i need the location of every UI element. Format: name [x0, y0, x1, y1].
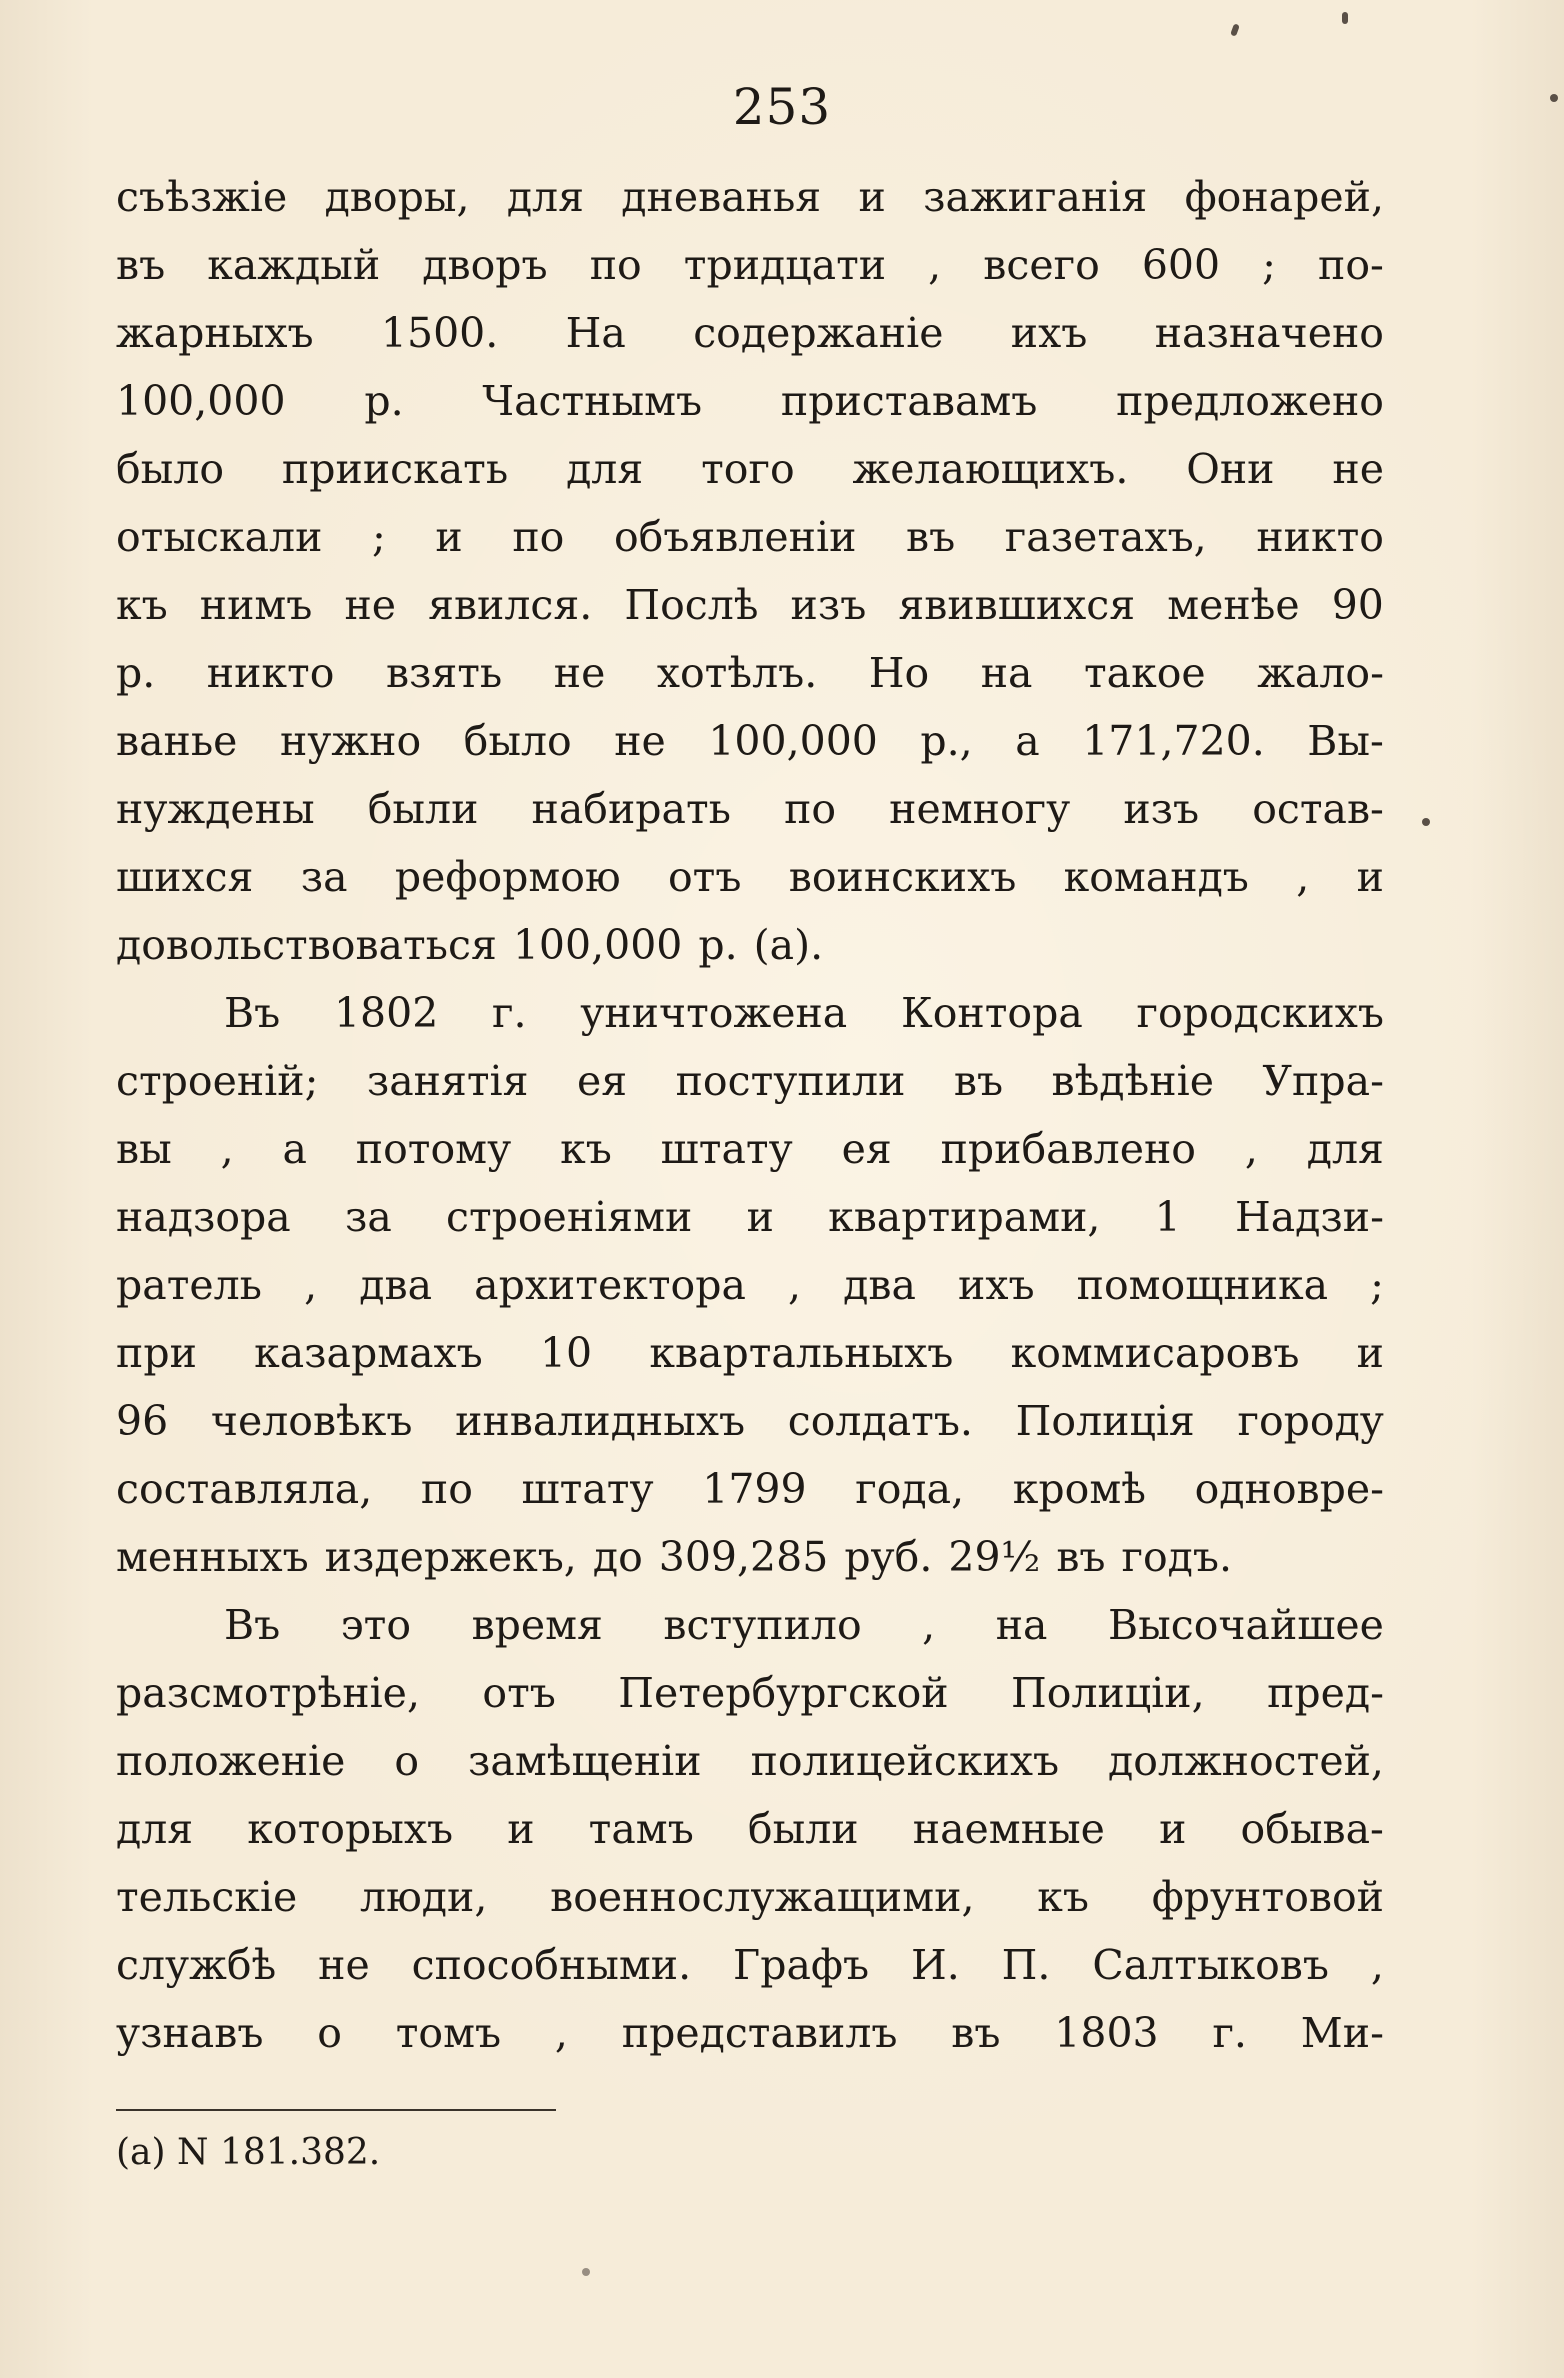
- word: зажиганія: [923, 173, 1148, 221]
- word: и: [1356, 853, 1384, 901]
- word: и: [435, 513, 463, 561]
- word: два: [843, 1261, 916, 1309]
- word: Въ: [224, 989, 281, 1037]
- word: при: [116, 1329, 197, 1377]
- print-speck: [1342, 12, 1348, 24]
- word: 1799: [702, 1465, 807, 1513]
- word: строеніями: [445, 1193, 693, 1241]
- word: поступили: [675, 1057, 906, 1105]
- word: Частнымъ: [482, 377, 703, 425]
- word: занятія: [366, 1057, 529, 1105]
- word: предложено: [1116, 377, 1384, 425]
- word: службѣ: [116, 1941, 277, 1989]
- word: ея: [841, 1125, 892, 1173]
- word: замѣщеніи: [468, 1737, 702, 1785]
- word: городскихъ: [1136, 989, 1384, 1037]
- word: отъ: [482, 1669, 556, 1717]
- word: по: [420, 1465, 473, 1513]
- word: 96: [116, 1397, 169, 1445]
- word: вы: [116, 1125, 172, 1173]
- text-line: [116, 503, 1384, 571]
- text-line: [116, 1931, 1384, 1999]
- word: На: [565, 309, 626, 357]
- word: за: [344, 1193, 392, 1241]
- text-line: [116, 1387, 1384, 1455]
- word: Послѣ: [624, 581, 759, 629]
- word: по-: [1318, 241, 1384, 289]
- word: немногу: [889, 785, 1071, 833]
- word: инвалидныхъ: [455, 1397, 746, 1445]
- word: остав-: [1252, 785, 1384, 833]
- word: каждый: [207, 241, 381, 289]
- word: отыскали: [116, 513, 323, 561]
- word: и: [1159, 1805, 1187, 1853]
- word: р.,: [920, 717, 973, 765]
- text-line: [116, 1795, 1384, 1863]
- word: всего: [983, 241, 1100, 289]
- word: ея: [577, 1057, 628, 1105]
- footnote-rule: [116, 2109, 556, 2111]
- word: нуждены: [116, 785, 315, 833]
- word: П.: [1001, 1941, 1051, 1989]
- word: ,: [922, 1601, 936, 1649]
- word: по: [589, 241, 642, 289]
- text-line: [116, 1659, 1384, 1727]
- text-line: [116, 1115, 1384, 1183]
- word: ихъ: [1010, 309, 1088, 357]
- word: до: [592, 1533, 643, 1581]
- word: 1803: [1054, 2009, 1159, 2057]
- text-line: [116, 231, 1384, 299]
- word: не: [344, 581, 397, 629]
- word: на: [995, 1601, 1048, 1649]
- word: г.: [492, 989, 527, 1037]
- word: воинскихъ: [788, 853, 1017, 901]
- text-line: [116, 1591, 1384, 1659]
- text-line: [116, 163, 1384, 231]
- word: городу: [1237, 1397, 1384, 1445]
- word: р.: [698, 921, 738, 969]
- word: назначено: [1154, 309, 1384, 357]
- word: ,: [1370, 1941, 1384, 1989]
- word: 10: [539, 1329, 593, 1377]
- word: приискать: [281, 445, 509, 493]
- word: р.: [116, 649, 156, 697]
- word: менныхъ: [116, 1533, 309, 1581]
- text-line: [116, 367, 1384, 435]
- word: р.: [364, 377, 404, 425]
- word: ;: [372, 513, 386, 561]
- word: для: [506, 173, 584, 221]
- word: казармахъ: [254, 1329, 483, 1377]
- word: и: [858, 173, 886, 221]
- word: коммисаровъ: [1010, 1329, 1300, 1377]
- text-line: [116, 1183, 1384, 1251]
- text-line: [116, 775, 1384, 843]
- word: дневанья: [621, 173, 822, 221]
- word: изъ: [1123, 785, 1200, 833]
- word: жало-: [1257, 649, 1384, 697]
- word: полицейскихъ: [750, 1737, 1060, 1785]
- word: ,: [928, 241, 942, 289]
- page-number: 253: [732, 78, 832, 136]
- body-text: [116, 163, 1384, 2067]
- word: ;: [1262, 241, 1276, 289]
- word: въ: [906, 513, 956, 561]
- print-speck: [1422, 818, 1430, 826]
- word: желающихъ.: [852, 445, 1129, 493]
- word: 1500.: [380, 309, 499, 357]
- word: фрунтовой: [1151, 1873, 1384, 1921]
- print-speck: [1230, 23, 1240, 36]
- word: Контора: [900, 989, 1083, 1037]
- word: солдатъ.: [787, 1397, 973, 1445]
- word: и: [1356, 1329, 1384, 1377]
- word: года,: [855, 1465, 965, 1513]
- text-line: [116, 435, 1384, 503]
- word: вступило: [663, 1601, 862, 1649]
- word: отъ: [667, 853, 742, 901]
- word: И.: [910, 1941, 960, 1989]
- text-line: [116, 979, 1384, 1047]
- word: не: [614, 717, 666, 765]
- word: положеніе: [116, 1737, 346, 1785]
- word: по: [784, 785, 837, 833]
- word: въ: [1056, 1533, 1106, 1581]
- word: Но: [868, 649, 930, 697]
- word: 29½: [948, 1533, 1041, 1581]
- word: люди,: [360, 1873, 488, 1921]
- word: фонарей,: [1184, 173, 1384, 221]
- word: составляла,: [116, 1465, 373, 1513]
- word: дворы,: [324, 173, 470, 221]
- word: о: [394, 1737, 420, 1785]
- word: никто: [206, 649, 335, 697]
- text-line: [116, 639, 1384, 707]
- word: 1802: [333, 989, 439, 1037]
- word: содержаніе: [693, 309, 944, 357]
- word: было: [116, 445, 225, 493]
- word: время: [471, 1601, 603, 1649]
- word: о: [317, 2009, 342, 2057]
- word: строеній;: [116, 1057, 319, 1105]
- word: надзора: [116, 1193, 291, 1241]
- word: и: [507, 1805, 535, 1853]
- word: два: [359, 1261, 433, 1309]
- text-line: [116, 299, 1384, 367]
- word: для: [566, 445, 644, 493]
- word: (а).: [753, 921, 824, 969]
- word: г.: [1212, 2009, 1247, 2057]
- word: Надзи-: [1234, 1193, 1384, 1241]
- word: были: [747, 1805, 859, 1853]
- word: разсмотрѣніе,: [116, 1669, 420, 1717]
- word: Полиція: [1015, 1397, 1195, 1445]
- word: ихъ: [958, 1261, 1035, 1309]
- word: не: [553, 649, 606, 697]
- word: томъ: [395, 2009, 502, 2057]
- word: ванье: [116, 717, 238, 765]
- word: 100,000: [708, 717, 878, 765]
- word: Петербургской: [618, 1669, 949, 1717]
- word: Салтыковъ: [1092, 1941, 1329, 1989]
- word: 1: [1154, 1193, 1181, 1241]
- footnote: (а) N 181.382.: [116, 2132, 381, 2173]
- word: шихся: [116, 853, 254, 901]
- word: было: [463, 717, 572, 765]
- text-line: [116, 1727, 1384, 1795]
- word: въ: [953, 1057, 1004, 1105]
- word: нужно: [279, 717, 422, 765]
- word: прибавлено: [940, 1125, 1196, 1173]
- word: архитектора: [474, 1261, 746, 1309]
- word: хотѣлъ.: [656, 649, 818, 697]
- word: потому: [355, 1125, 512, 1173]
- word: нимъ: [199, 581, 313, 629]
- word: изъ: [790, 581, 867, 629]
- text-line: [116, 1863, 1384, 1931]
- word: ,: [304, 1261, 318, 1309]
- word: ;: [1370, 1261, 1384, 1309]
- word: къ: [560, 1125, 612, 1173]
- word: штату: [521, 1465, 654, 1513]
- word: дворъ: [422, 241, 548, 289]
- word: одновре-: [1194, 1465, 1384, 1513]
- word: издержекъ,: [324, 1533, 577, 1581]
- word: реформою: [394, 853, 621, 901]
- word: набирать: [531, 785, 731, 833]
- word: приставамъ: [780, 377, 1038, 425]
- word: помощника: [1076, 1261, 1329, 1309]
- word: военнослужащими,: [550, 1873, 975, 1921]
- word: способными.: [411, 1941, 692, 1989]
- text-line: [116, 911, 1384, 979]
- word: и: [746, 1193, 774, 1241]
- text-line: [116, 1319, 1384, 1387]
- word: представилъ: [621, 2009, 898, 2057]
- word: наемные: [912, 1805, 1105, 1853]
- word: вѣдѣніе: [1051, 1057, 1214, 1105]
- text-line: [116, 1999, 1384, 2067]
- word: Полиціи,: [1011, 1669, 1205, 1717]
- word: на: [980, 649, 1033, 697]
- word: Упра-: [1262, 1057, 1384, 1105]
- word: того: [701, 445, 795, 493]
- word: газетахъ,: [1004, 513, 1207, 561]
- print-speck: [582, 2268, 590, 2276]
- word: въ: [116, 241, 166, 289]
- text-line: [116, 1047, 1384, 1115]
- word: человѣкъ: [210, 1397, 413, 1445]
- word: узнавъ: [116, 2009, 264, 2057]
- word: ратель: [116, 1261, 263, 1309]
- word: менѣе: [1167, 581, 1300, 629]
- word: никто: [1256, 513, 1384, 561]
- word: 100,000: [116, 377, 286, 425]
- word: тридцати: [683, 241, 887, 289]
- word: за: [300, 853, 348, 901]
- word: не: [318, 1941, 370, 1989]
- word: уничтожена: [580, 989, 848, 1037]
- text-line: [116, 1455, 1384, 1523]
- word: тельскіе: [116, 1873, 298, 1921]
- text-line: [116, 843, 1384, 911]
- word: штату: [660, 1125, 793, 1173]
- word: пред-: [1267, 1669, 1384, 1717]
- word: 309,285: [658, 1533, 829, 1581]
- word: квартирами,: [828, 1193, 1101, 1241]
- word: ,: [1244, 1125, 1258, 1173]
- word: Въ: [224, 1601, 281, 1649]
- word: Графъ: [733, 1941, 870, 1989]
- word: кромѣ: [1012, 1465, 1146, 1513]
- text-line: [116, 707, 1384, 775]
- word: довольствоваться: [116, 921, 497, 969]
- word: а: [1015, 717, 1040, 765]
- word: явился.: [428, 581, 593, 629]
- word: взять: [385, 649, 503, 697]
- word: Ми-: [1300, 2009, 1384, 2057]
- word: обыва-: [1240, 1805, 1384, 1853]
- text-line: [116, 1251, 1384, 1319]
- word: къ: [116, 581, 168, 629]
- word: Высочайшее: [1107, 1601, 1384, 1649]
- word: Они: [1186, 445, 1275, 493]
- word: къ: [1037, 1873, 1089, 1921]
- word: тамъ: [588, 1805, 694, 1853]
- word: по: [512, 513, 565, 561]
- text-line: [116, 571, 1384, 639]
- word: ,: [1296, 853, 1310, 901]
- word: были: [367, 785, 479, 833]
- word: для: [1306, 1125, 1384, 1173]
- word: жарныхъ: [116, 309, 314, 357]
- word: такое: [1083, 649, 1206, 697]
- word: не: [1332, 445, 1384, 493]
- word: 90: [1331, 581, 1384, 629]
- word: Вы-: [1307, 717, 1384, 765]
- word: ,: [554, 2009, 568, 2057]
- word: командъ: [1063, 853, 1249, 901]
- word: квартальныхъ: [649, 1329, 954, 1377]
- word: это: [340, 1601, 412, 1649]
- word: которыхъ: [247, 1805, 454, 1853]
- word: ,: [787, 1261, 802, 1309]
- word: 171,720.: [1082, 717, 1265, 765]
- text-line: [116, 1523, 1384, 1591]
- print-speck: [1550, 94, 1558, 102]
- word: для: [116, 1805, 194, 1853]
- word: а: [282, 1125, 307, 1173]
- word: съѣзжіе: [116, 173, 288, 221]
- word: должностей,: [1107, 1737, 1384, 1785]
- word: 600: [1141, 241, 1221, 289]
- word: ,: [220, 1125, 234, 1173]
- word: руб.: [844, 1533, 933, 1581]
- word: годъ.: [1121, 1533, 1233, 1581]
- word: явившихся: [898, 581, 1136, 629]
- word: объявленіи: [613, 513, 857, 561]
- word: 100,000: [512, 921, 683, 969]
- word: въ: [951, 2009, 1001, 2057]
